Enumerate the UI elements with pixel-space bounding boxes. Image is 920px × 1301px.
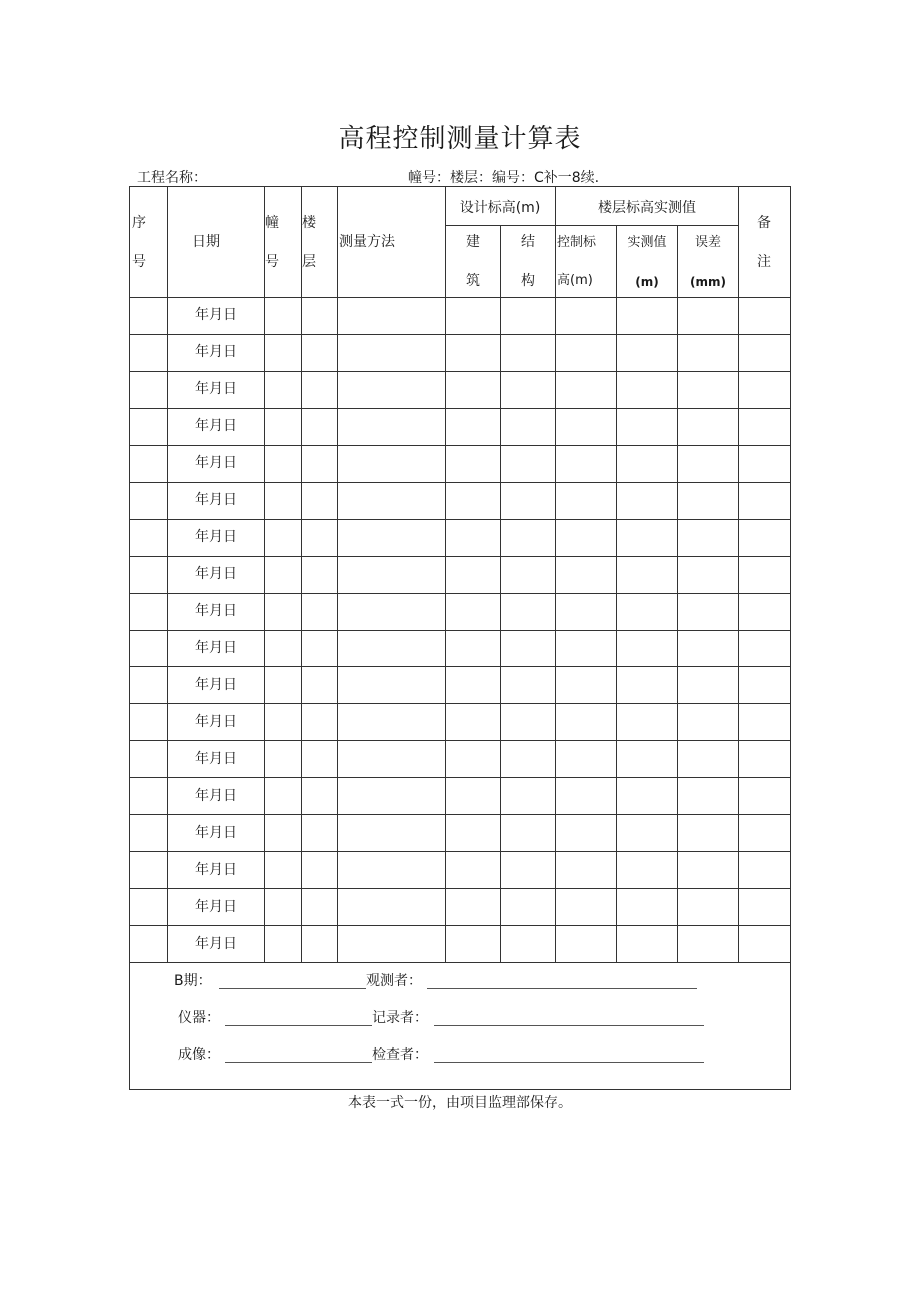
checker-blank[interactable]	[434, 1062, 704, 1063]
imaging-blank[interactable]	[225, 1062, 372, 1063]
row-date: 年月日	[195, 529, 237, 545]
row-date: 年月日	[195, 936, 237, 952]
col-measured-2: (m)	[635, 275, 659, 289]
project-name-label: 工程名称：	[137, 170, 207, 186]
col-control-2: 高(m)	[557, 273, 593, 288]
row-date: 年月日	[195, 751, 237, 767]
header-info: 幢号：楼层：编号：C补一8续.	[408, 170, 600, 186]
measurement-table	[129, 186, 791, 1090]
col-error-1: 误差	[694, 235, 722, 250]
row-date: 年月日	[195, 862, 237, 878]
row-divider	[130, 445, 790, 446]
row-date: 年月日	[195, 640, 237, 656]
col-building-1: 幢	[265, 215, 279, 231]
footer-instrument-label: 仪器：	[178, 1010, 220, 1026]
col-remarks-2: 注	[757, 254, 771, 270]
row-divider	[130, 814, 790, 815]
row-divider	[130, 888, 790, 889]
footer-recorder-label: 记录者：	[372, 1010, 428, 1026]
col-seq-2: 号	[132, 254, 146, 270]
col-building-2: 号	[265, 254, 279, 270]
row-date: 年月日	[195, 603, 237, 619]
col-measured-1: 实测值	[627, 235, 667, 250]
row-divider	[130, 482, 790, 483]
col-seq-1: 序	[132, 215, 146, 231]
observer-blank[interactable]	[427, 988, 697, 989]
footer-imaging-label: 成像：	[178, 1047, 220, 1063]
col-floor-1: 楼	[302, 215, 316, 231]
row-date: 年月日	[195, 788, 237, 804]
footer-date-label: B期：	[174, 973, 212, 989]
col-method: 测量方法	[339, 234, 395, 250]
row-divider	[130, 777, 790, 778]
col-arch-1: 建	[466, 234, 480, 250]
row-divider	[130, 593, 790, 594]
row-date: 年月日	[195, 307, 237, 323]
col-design-group: 设计标高(m)	[459, 200, 541, 216]
recorder-blank[interactable]	[434, 1025, 704, 1026]
row-date: 年月日	[195, 418, 237, 434]
row-date: 年月日	[195, 381, 237, 397]
row-divider	[130, 519, 790, 520]
row-date: 年月日	[195, 714, 237, 730]
row-divider	[130, 408, 790, 409]
col-arch-2: 筑	[466, 273, 480, 289]
date-blank[interactable]	[219, 988, 366, 989]
col-control-1: 控制标	[557, 235, 597, 250]
row-date: 年月日	[195, 492, 237, 508]
row-divider	[130, 851, 790, 852]
footnote: 本表一式一份，由项目监理部保存。	[348, 1095, 572, 1111]
col-struct-2: 构	[521, 273, 535, 289]
col-date: 日期	[192, 234, 220, 250]
row-divider	[130, 630, 790, 631]
col-measured-group: 楼层标高实测值	[598, 200, 696, 216]
col-remarks-1: 备	[757, 215, 771, 231]
page-title: 高程控制测量计算表	[338, 124, 582, 154]
row-divider	[130, 703, 790, 704]
instrument-blank[interactable]	[225, 1025, 372, 1026]
row-date: 年月日	[195, 825, 237, 841]
row-date: 年月日	[195, 899, 237, 915]
row-divider	[130, 740, 790, 741]
row-divider	[130, 556, 790, 557]
row-divider	[130, 334, 790, 335]
footer-observer-label: 观测者：	[366, 973, 422, 989]
row-divider	[130, 371, 790, 372]
row-divider	[130, 925, 790, 926]
row-date: 年月日	[195, 344, 237, 360]
col-floor-2: 层	[302, 254, 316, 270]
footer-checker-label: 检查者：	[372, 1047, 428, 1063]
row-date: 年月日	[195, 455, 237, 471]
col-struct-1: 结	[521, 234, 535, 250]
col-error-2: (mm)	[690, 275, 726, 289]
row-date: 年月日	[195, 566, 237, 582]
row-date: 年月日	[195, 677, 237, 693]
row-divider	[130, 666, 790, 667]
